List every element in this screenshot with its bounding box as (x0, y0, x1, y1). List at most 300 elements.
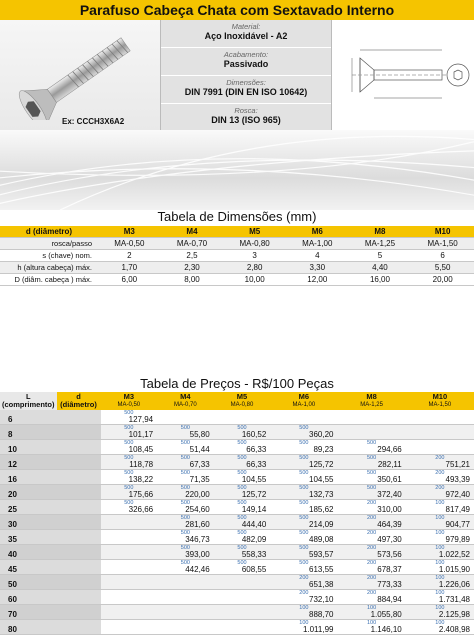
pack-quantity: 100 (299, 605, 309, 611)
length-cell: 70 (0, 605, 101, 620)
price-value: 904,77 (445, 520, 470, 529)
price-cell (270, 425, 337, 440)
length-cell: 25 (0, 500, 101, 515)
screw-drawing (332, 20, 474, 130)
price-cell (337, 560, 405, 575)
price-cell (270, 485, 337, 500)
pack-quantity: 200 (367, 545, 377, 551)
page-title: Parafuso Cabeça Chata com Sextavado Interno (0, 0, 474, 20)
wire-lines-graphic (0, 130, 474, 210)
price-cell (337, 605, 405, 620)
price-value: 108,45 (128, 445, 154, 454)
price-value: 175,66 (128, 490, 154, 499)
price-value: 2.408,98 (438, 625, 470, 634)
price-value: 593,57 (309, 550, 334, 559)
length-cell: 12 (0, 455, 101, 470)
price-cell (406, 515, 474, 530)
table-cell: 5,50 (411, 262, 474, 274)
pack-quantity: 500 (299, 485, 309, 491)
table-cell: 12,00 (286, 274, 349, 286)
price-cell (337, 485, 405, 500)
price-cell (337, 440, 405, 455)
spec-finish (161, 48, 331, 76)
technical-drawing (332, 20, 474, 130)
size-header: M5 (223, 226, 286, 238)
pack-quantity: 500 (124, 500, 134, 506)
table-cell: 10,00 (223, 274, 286, 286)
price-value: 678,37 (377, 565, 402, 574)
row-label: rosca/passo (0, 238, 98, 250)
pack-quantity: 200 (299, 575, 309, 581)
table-cell: 2,80 (223, 262, 286, 274)
price-cell (337, 590, 405, 605)
table-row (0, 238, 474, 250)
pack-quantity: 500 (180, 425, 190, 431)
length-cell: 45 (0, 560, 101, 575)
price-cell (270, 590, 337, 605)
price-cell (101, 425, 158, 440)
price-cell (406, 590, 474, 605)
price-value: 732,10 (309, 595, 334, 604)
pack-quantity: 500 (124, 455, 134, 461)
table-cell: 2 (98, 250, 161, 262)
price-cell (337, 545, 405, 560)
price-cell (270, 455, 337, 470)
price-cell (406, 455, 474, 470)
pack-quantity: 500 (180, 455, 190, 461)
price-value: 493,39 (445, 475, 470, 484)
size-header (101, 392, 158, 410)
dimensions-title: Tabela de Dimensões (mm) (157, 209, 317, 224)
table-row (0, 530, 474, 545)
prices-table (0, 392, 474, 635)
pack-quantity: 200 (435, 485, 445, 491)
price-value: 489,08 (309, 535, 334, 544)
price-cell (214, 455, 271, 470)
pack-quantity: 500 (180, 560, 190, 566)
price-value: 346,73 (185, 535, 210, 544)
price-cell (157, 470, 214, 485)
price-cell (214, 470, 271, 485)
size-label: M6 (298, 392, 310, 401)
length-cell: 6 (0, 410, 101, 425)
spec-label: Acabamento: (223, 50, 269, 59)
table-cell: 4 (286, 250, 349, 262)
pack-quantity: 500 (237, 440, 247, 446)
price-value: 118,78 (129, 460, 154, 469)
price-cell (270, 575, 337, 590)
pack-quantity: 100 (435, 590, 445, 596)
price-value: 573,56 (377, 550, 402, 559)
pack-quantity: 500 (367, 455, 377, 461)
price-value: 360,20 (309, 430, 334, 439)
table-row (0, 470, 474, 485)
pack-quantity: 200 (367, 560, 377, 566)
table-row (0, 545, 474, 560)
price-value: 55,80 (189, 430, 210, 439)
pack-quantity: 500 (180, 545, 190, 551)
screw-image (0, 20, 160, 120)
price-value: 104,55 (309, 475, 334, 484)
price-cell (214, 530, 271, 545)
size-header (157, 392, 214, 410)
price-cell (406, 575, 474, 590)
spec-value: DIN 13 (ISO 965) (211, 115, 281, 125)
example-code: Ex: CCCH3X6A2 (62, 117, 125, 126)
spec-material (161, 20, 331, 48)
pack-quantity: 500 (299, 455, 309, 461)
price-cell (270, 410, 337, 425)
price-cell (214, 515, 271, 530)
price-value: 310,00 (377, 505, 402, 514)
table-row (0, 250, 474, 262)
price-cell (270, 470, 337, 485)
price-cell (101, 440, 158, 455)
length-cell: 8 (0, 425, 101, 440)
pack-quantity: 500 (299, 560, 309, 566)
length-cell: 80 (0, 620, 101, 635)
price-value: 185,62 (309, 505, 334, 514)
price-cell (270, 620, 337, 635)
price-cell (101, 590, 158, 605)
table-row (0, 500, 474, 515)
price-value: 482,09 (241, 535, 267, 544)
price-value: 160,52 (241, 430, 267, 439)
table-cell: 8,00 (161, 274, 224, 286)
length-cell: 40 (0, 545, 101, 560)
price-value: 125,72 (309, 460, 334, 469)
pack-quantity: 500 (237, 515, 247, 521)
price-cell (270, 530, 337, 545)
price-cell (406, 470, 474, 485)
size-header: M10 (411, 226, 474, 238)
price-value: 773,33 (377, 580, 402, 589)
price-cell (101, 575, 158, 590)
price-cell (214, 560, 271, 575)
price-value: 326,66 (128, 505, 154, 514)
table-row (0, 605, 474, 620)
price-cell (270, 545, 337, 560)
table-header-row (0, 226, 474, 238)
pack-quantity: 500 (180, 485, 190, 491)
price-cell (157, 500, 214, 515)
table-row (0, 274, 474, 286)
pack-quantity: 500 (180, 515, 190, 521)
product-header (0, 20, 474, 130)
pack-quantity: 500 (180, 470, 190, 476)
price-value: 442,46 (185, 565, 210, 574)
size-label: M8 (366, 392, 377, 401)
price-cell (337, 515, 405, 530)
price-cell (101, 620, 158, 635)
price-cell (337, 410, 405, 425)
table-cell: MA-1,50 (411, 238, 474, 250)
price-value: 372,40 (377, 490, 402, 499)
pack-quantity: 100 (435, 545, 445, 551)
price-value: 1.055,80 (370, 610, 402, 619)
table-row (0, 485, 474, 500)
price-cell (157, 590, 214, 605)
pitch-label: MA-0,50 (117, 402, 141, 408)
size-label: M5 (236, 392, 248, 401)
price-cell (157, 425, 214, 440)
price-cell (214, 545, 271, 560)
size-header: M6 (286, 226, 349, 238)
size-header (214, 392, 271, 410)
price-cell (270, 500, 337, 515)
price-cell (214, 620, 271, 635)
price-cell (101, 530, 158, 545)
pack-quantity: 500 (237, 470, 247, 476)
pack-quantity: 500 (299, 470, 309, 476)
price-value: 1.011,99 (302, 625, 334, 634)
table-cell: MA-1,00 (286, 238, 349, 250)
price-value: 138,22 (128, 475, 154, 484)
spec-panel (160, 20, 332, 130)
table-cell: 3,30 (286, 262, 349, 274)
price-value: 294,66 (377, 445, 402, 454)
length-cell: 16 (0, 470, 101, 485)
length-cell: 35 (0, 530, 101, 545)
price-cell (101, 545, 158, 560)
table-header-row (0, 392, 474, 410)
pack-quantity: 100 (435, 620, 445, 626)
price-cell (406, 425, 474, 440)
price-cell (406, 485, 474, 500)
table-cell: 6,00 (98, 274, 161, 286)
pack-quantity: 500 (124, 470, 134, 476)
table-cell: 5 (349, 250, 412, 262)
price-cell (101, 485, 158, 500)
price-value: 464,39 (377, 520, 402, 529)
price-cell (157, 530, 214, 545)
price-cell (157, 620, 214, 635)
price-cell (214, 590, 271, 605)
pack-quantity: 500 (237, 530, 247, 536)
price-value: 220,00 (185, 490, 210, 499)
pack-quantity: 200 (367, 575, 377, 581)
price-value: 1.015,90 (438, 565, 470, 574)
table-cell: MA-0,70 (161, 238, 224, 250)
price-value: 884,94 (377, 595, 402, 604)
table-row (0, 590, 474, 605)
price-cell (101, 605, 158, 620)
pack-quantity: 200 (367, 500, 377, 506)
spec-label: Rosca: (234, 106, 258, 115)
decorative-background (0, 130, 474, 210)
price-cell (214, 485, 271, 500)
pack-quantity: 500 (237, 545, 247, 551)
spec-dimensions (161, 76, 331, 104)
size-header (270, 392, 337, 410)
spec-label: Dimensões: (226, 78, 266, 87)
table-cell: 3 (223, 250, 286, 262)
price-cell (337, 500, 405, 515)
pack-quantity: 500 (124, 410, 134, 416)
pack-quantity: 500 (180, 530, 190, 536)
table-row (0, 410, 474, 425)
price-value: 1.226,06 (438, 580, 470, 589)
table-cell: 2,5 (161, 250, 224, 262)
dimensions-table (0, 226, 474, 286)
price-value: 89,23 (313, 445, 334, 454)
size-header: M3 (98, 226, 161, 238)
pack-quantity: 100 (435, 530, 445, 536)
pack-quantity: 500 (367, 485, 377, 491)
price-value: 1.022,52 (438, 550, 470, 559)
price-value: 444,40 (241, 520, 267, 529)
pack-quantity: 200 (367, 530, 377, 536)
size-label: M3 (123, 392, 134, 401)
price-value: 972,40 (445, 490, 470, 499)
price-value: 51,44 (189, 445, 210, 454)
price-cell (270, 440, 337, 455)
pack-quantity: 100 (367, 605, 377, 611)
price-value: 214,09 (309, 520, 334, 529)
price-cell (270, 605, 337, 620)
price-cell (337, 620, 405, 635)
pack-quantity: 500 (237, 425, 247, 431)
pack-quantity: 500 (124, 485, 134, 491)
pack-quantity: 500 (124, 440, 134, 446)
price-cell (214, 500, 271, 515)
price-cell (214, 410, 271, 425)
pitch-label: MA-0,70 (174, 402, 197, 408)
pack-quantity: 200 (435, 470, 445, 476)
table-row (0, 455, 474, 470)
pack-quantity: 500 (237, 500, 247, 506)
row-label: D (diâm. cabeça ) máx. (0, 274, 98, 286)
spec-thread (161, 104, 331, 132)
price-cell (157, 605, 214, 620)
diameter-header: d (diâmetro) (0, 226, 98, 238)
spec-value: Passivado (223, 59, 269, 69)
pack-quantity: 500 (237, 560, 247, 566)
length-cell: 10 (0, 440, 101, 455)
price-value: 101,17 (128, 430, 154, 439)
length-cell: 20 (0, 485, 101, 500)
pack-quantity: 200 (299, 590, 309, 596)
prices-body (0, 410, 474, 635)
price-value: 817,49 (445, 505, 470, 514)
pack-quantity: 100 (435, 515, 445, 521)
pack-quantity: 100 (435, 560, 445, 566)
price-value: 1.731,48 (438, 595, 470, 604)
pack-quantity: 200 (367, 590, 377, 596)
pack-quantity: 500 (180, 440, 190, 446)
price-cell (337, 575, 405, 590)
table-cell: 20,00 (411, 274, 474, 286)
length-header-label: L (comprimento) (2, 392, 55, 409)
pitch-label: MA-1,00 (292, 402, 316, 408)
size-label: M4 (180, 392, 191, 401)
length-cell: 60 (0, 590, 101, 605)
product-photo (0, 20, 160, 130)
diameter-header: d (diâmetro) (57, 392, 101, 410)
pitch-label: MA-0,80 (230, 402, 254, 408)
row-label: s (chave) nom. (0, 250, 98, 262)
price-cell (101, 515, 158, 530)
price-value: 149,14 (241, 505, 267, 514)
table-row (0, 262, 474, 274)
spec-label: Material: (231, 22, 261, 31)
pack-quantity: 100 (367, 620, 377, 626)
table-row (0, 515, 474, 530)
row-label: h (altura cabeça) máx. (0, 262, 98, 274)
price-cell (214, 605, 271, 620)
price-value: 282,11 (377, 460, 402, 469)
pack-quantity: 500 (367, 440, 377, 446)
price-value: 71,35 (189, 475, 210, 484)
price-cell (101, 560, 158, 575)
price-cell (157, 485, 214, 500)
pack-quantity: 500 (367, 470, 377, 476)
price-value: 66,33 (246, 445, 267, 454)
price-value: 254,60 (185, 505, 210, 514)
pack-quantity: 200 (367, 515, 377, 521)
price-cell (270, 515, 337, 530)
price-cell (406, 545, 474, 560)
price-cell (157, 440, 214, 455)
price-value: 751,21 (445, 460, 470, 469)
table-row (0, 620, 474, 635)
price-cell (337, 425, 405, 440)
table-cell: 2,30 (161, 262, 224, 274)
table-cell: 6 (411, 250, 474, 262)
price-cell (157, 560, 214, 575)
price-cell (101, 470, 158, 485)
pack-quantity: 100 (435, 605, 445, 611)
price-cell (406, 500, 474, 515)
price-cell (406, 560, 474, 575)
price-value: 132,73 (309, 490, 334, 499)
pack-quantity: 500 (237, 455, 247, 461)
price-value: 608,55 (241, 565, 267, 574)
price-value: 888,70 (309, 610, 334, 619)
pack-quantity: 100 (435, 575, 445, 581)
price-cell (157, 410, 214, 425)
pack-quantity: 500 (299, 545, 309, 551)
price-value: 125,72 (241, 490, 267, 499)
price-cell (337, 530, 405, 545)
pack-quantity: 500 (299, 515, 309, 521)
pack-quantity: 500 (124, 425, 134, 431)
price-cell (406, 440, 474, 455)
pack-quantity: 100 (435, 500, 445, 506)
table-cell: MA-1,25 (349, 238, 412, 250)
price-value: 66,33 (246, 460, 267, 469)
pack-quantity: 500 (299, 440, 309, 446)
prices-title: Tabela de Preços - R$/100 Peças (140, 376, 334, 391)
price-value: 350,61 (377, 475, 402, 484)
table-cell: 16,00 (349, 274, 412, 286)
price-cell (157, 455, 214, 470)
price-value: 127,94 (128, 415, 154, 424)
size-header: M4 (161, 226, 224, 238)
price-value: 104,55 (241, 475, 267, 484)
price-value: 67,33 (189, 460, 210, 469)
pack-quantity: 100 (299, 620, 309, 626)
price-cell (406, 605, 474, 620)
price-value: 497,30 (377, 535, 402, 544)
price-value: 979,89 (445, 535, 470, 544)
table-row (0, 575, 474, 590)
price-cell (406, 530, 474, 545)
price-value: 613,55 (309, 565, 334, 574)
price-value: 281,60 (185, 520, 210, 529)
price-cell (101, 455, 158, 470)
price-cell (214, 575, 271, 590)
